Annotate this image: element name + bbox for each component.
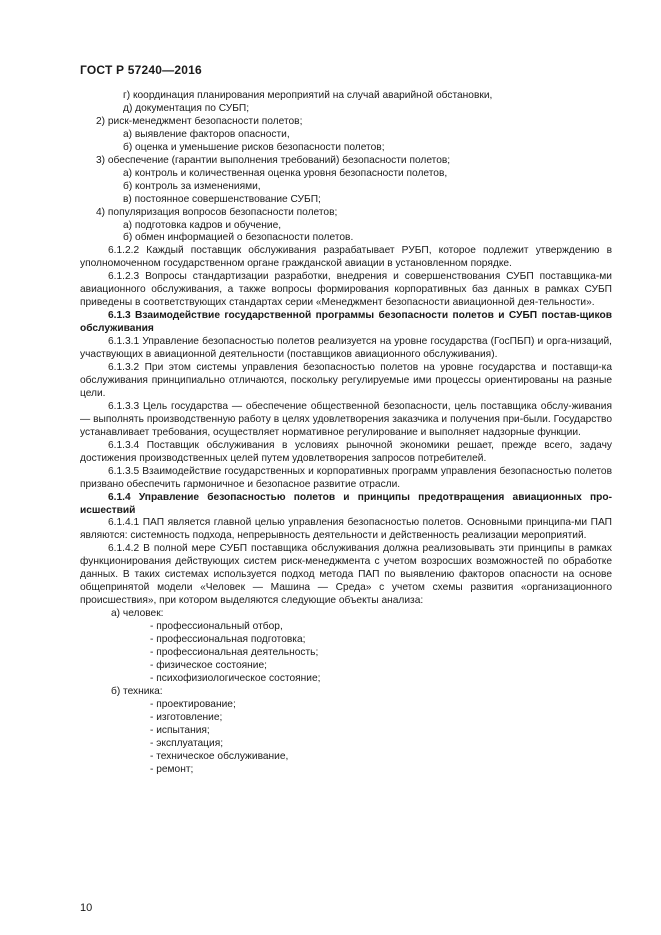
text-paragraph: - психофизиологическое состояние; <box>150 672 321 684</box>
text-paragraph: в) постоянное совершенствование СУБП; <box>123 193 321 205</box>
page-number: 10 <box>80 902 93 914</box>
text-paragraph: 6.1.4.2 В полной мере СУБП поставщика обслуживания должна реализовывать эти принципы в рамках функционирования действующих систем риск-менеджмента с учетом возросших возможностей по обработке данных. В таких системах используется подход метода ПАП по выявлению факторов опасности на основе общепринятой модели «Человек — Машина — Среда» с учетом схемы развития «организационного происшествия», при котором выделяются следующие объекты анализа: <box>80 543 612 607</box>
text-paragraph: б) обмен информацией о безопасности полетов. <box>123 232 354 244</box>
text-paragraph: 6.1.3.2 При этом системы управления безопасностью полетов на уровне государства и поставщи-ка обслуживания принципиально отличаются, поскольку регулируемые ими процессы ориентированы на разные цели. <box>80 362 612 399</box>
text-paragraph: б) оценка и уменьшение рисков безопасности полетов; <box>123 141 385 153</box>
text-paragraph: а) человек: <box>111 608 164 620</box>
section-heading: 6.1.4 Управление безопасностью полетов и принципы предотвращения авиационных про-исшествий <box>80 491 612 516</box>
text-paragraph: 6.1.3.3 Цель государства — обеспечение общественной безопасности, цель поставщика обслу-живания — выполнять производственную работу в целях удовлетворения заказчика и получения при-были. Государство устанавливает требования, осуществляет нормативное регулирование и выполняет надзорные функции. <box>80 400 612 438</box>
text-paragraph: - испытания; <box>150 724 210 736</box>
text-paragraph: - проектирование; <box>150 698 236 710</box>
text-paragraph: а) выявление факторов опасности, <box>123 128 290 140</box>
text-paragraph: б) контроль за изменениями, <box>123 180 261 192</box>
text-paragraph: 4) популяризация вопросов безопасности полетов; <box>96 206 338 218</box>
text-paragraph: 6.1.3.1 Управление безопасностью полетов реализуется на уровне государства (ГосПБП) и орга-низаций, участвующих в авиационной деятельности (поставщиков авиационного обслуживания). <box>80 336 612 361</box>
text-paragraph: а) контроль и количественная оценка уровня безопасности полетов, <box>123 167 448 179</box>
text-paragraph: 6.1.2.3 Вопросы стандартизации разработки, внедрения и совершенствования СУБП поставщика-ми авиационного обслуживания, а также вопросы формирования корпоративных баз данных в рамках СУБП приведены в соответствующих стандартах серии «Менеджмент безопасности авиационной дея-тельности». <box>80 271 612 309</box>
text-paragraph: 6.1.3.5 Взаимодействие государственных и корпоративных программ управления безопасностью полетов призвано обеспечить гармоничное и безопасное развитие отрасли. <box>80 465 612 490</box>
text-paragraph: а) подготовка кадров и обучение, <box>123 219 282 231</box>
text-paragraph: - ремонт; <box>150 763 194 775</box>
text-paragraph: - профессиональная подготовка; <box>150 634 306 646</box>
text-paragraph: г) координация планирования мероприятий на случай аварийной обстановки, <box>123 90 493 101</box>
text-paragraph: - техническое обслуживание, <box>150 750 289 762</box>
text-paragraph: 6.1.4.1 ПАП является главной целью управления безопасностью полетов. Основными принципа-ми ПАП являются: системность подхода, непрерывность деятельности и действенность реализации мероприятий. <box>80 517 612 542</box>
text-paragraph: д) документация по СУБП; <box>123 102 250 114</box>
document-header: ГОСТ Р 57240—2016 <box>80 63 202 77</box>
text-paragraph: 6.1.2.2 Каждый поставщик обслуживания разрабатывает РУБП, которое подлежит утверждению в уполномоченном государственном органе гражданской авиации в установленном порядке. <box>80 245 612 270</box>
document-body <box>80 90 612 777</box>
text-paragraph: - физическое состояние; <box>150 659 267 671</box>
text-paragraph: б) техника: <box>111 685 163 697</box>
text-paragraph: - профессиональный отбор, <box>150 621 283 633</box>
text-paragraph: - профессиональная деятельность; <box>150 646 319 658</box>
text-paragraph: - изготовление; <box>150 711 223 723</box>
text-paragraph: 3) обеспечение (гарантии выполнения требований) безопасности полетов; <box>96 154 451 166</box>
section-heading: 6.1.3 Взаимодействие государственной программы безопасности полетов и СУБП постав-щиков обслуживания <box>80 310 612 335</box>
text-paragraph: 2) риск-менеджмент безопасности полетов; <box>96 115 303 127</box>
text-paragraph: - эксплуатация; <box>150 737 224 749</box>
text-paragraph: 6.1.3.4 Поставщик обслуживания в условиях рыночной экономики решает, прежде всего, задачу достижения производственных целей путем удовлетворения запросов потребителей. <box>80 439 612 464</box>
